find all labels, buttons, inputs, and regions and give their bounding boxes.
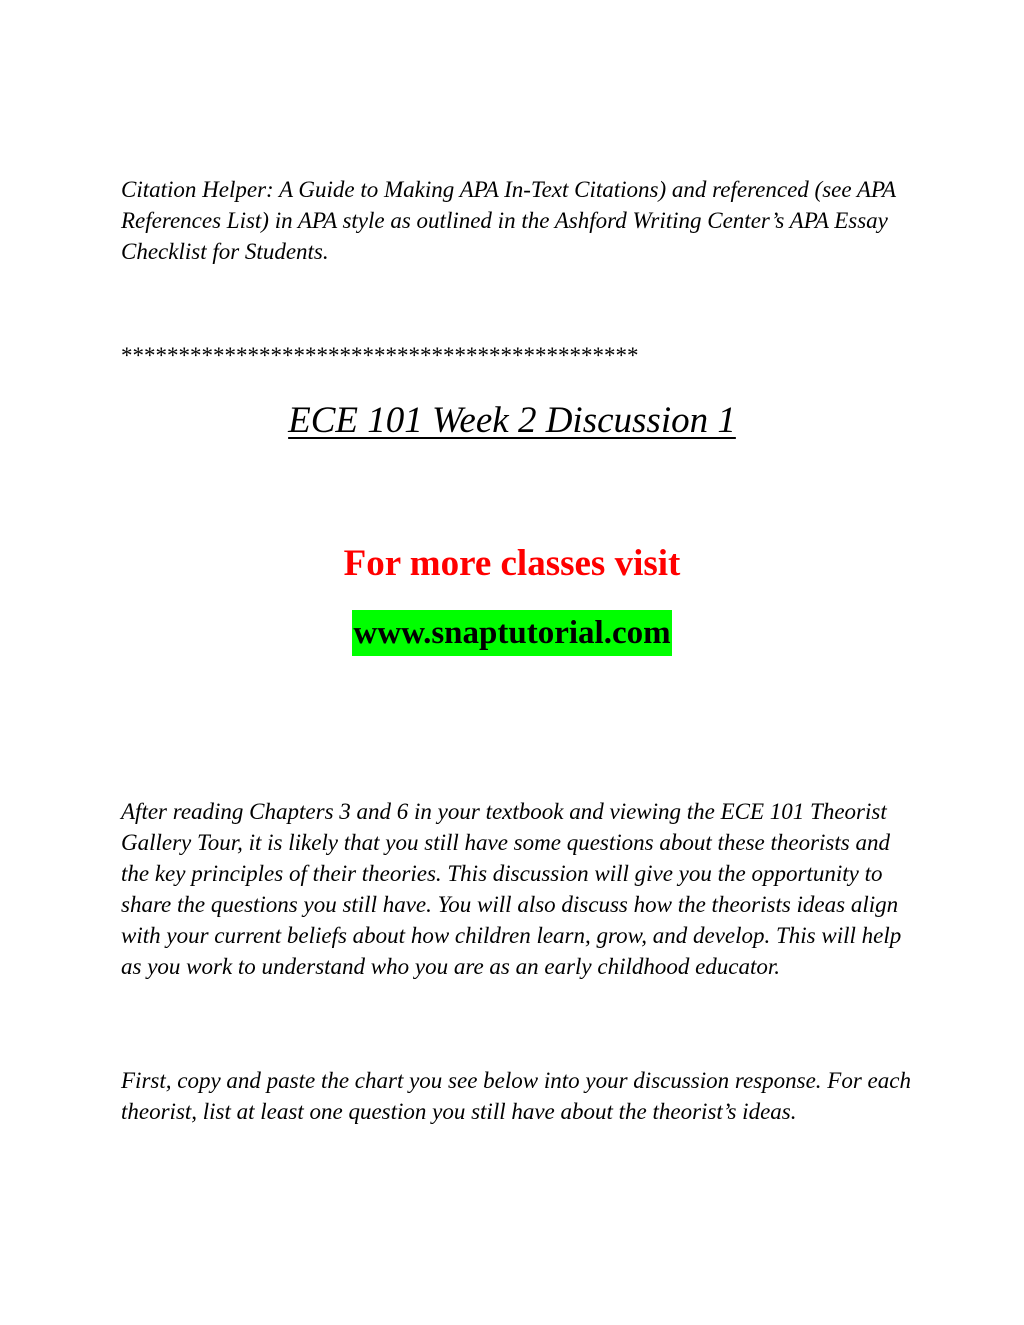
promo-url-line [0, 610, 1024, 656]
asterisk-separator: ********************************************* [121, 343, 639, 368]
body-paragraph-1: After reading Chapters 3 and 6 in your textbook and viewing the ECE 101 Theorist Gallery Tour, it is likely that you still have some questions about these theorists and the key principles of their theories. This discussion will give you the opportunity to share the questions you still have. You will also discuss how the theorists ideas align with your current beliefs about how children learn, grow, and develop. This will help as you work to understand who you are as an early childhood educator. [121, 799, 902, 979]
promo-heading: For more classes visit [343, 543, 681, 584]
promo-url-link[interactable]: www.snaptutorial.com [352, 610, 671, 656]
page-title-text: ECE 101 Week 2 Discussion 1 [288, 400, 736, 441]
page-title [0, 398, 1024, 444]
intro-citation-text: Citation Helper: A Guide to Making APA In-Text Citations) and referenced (see APA References List) in APA style as outlined in the Ashford Writing Center’s APA Essay Checklist for Students. [121, 177, 896, 264]
body-paragraph-2: First, copy and paste the chart you see below into your discussion response. For each theorist, list at least one question you still have about the theorist’s ideas. [121, 1068, 911, 1124]
